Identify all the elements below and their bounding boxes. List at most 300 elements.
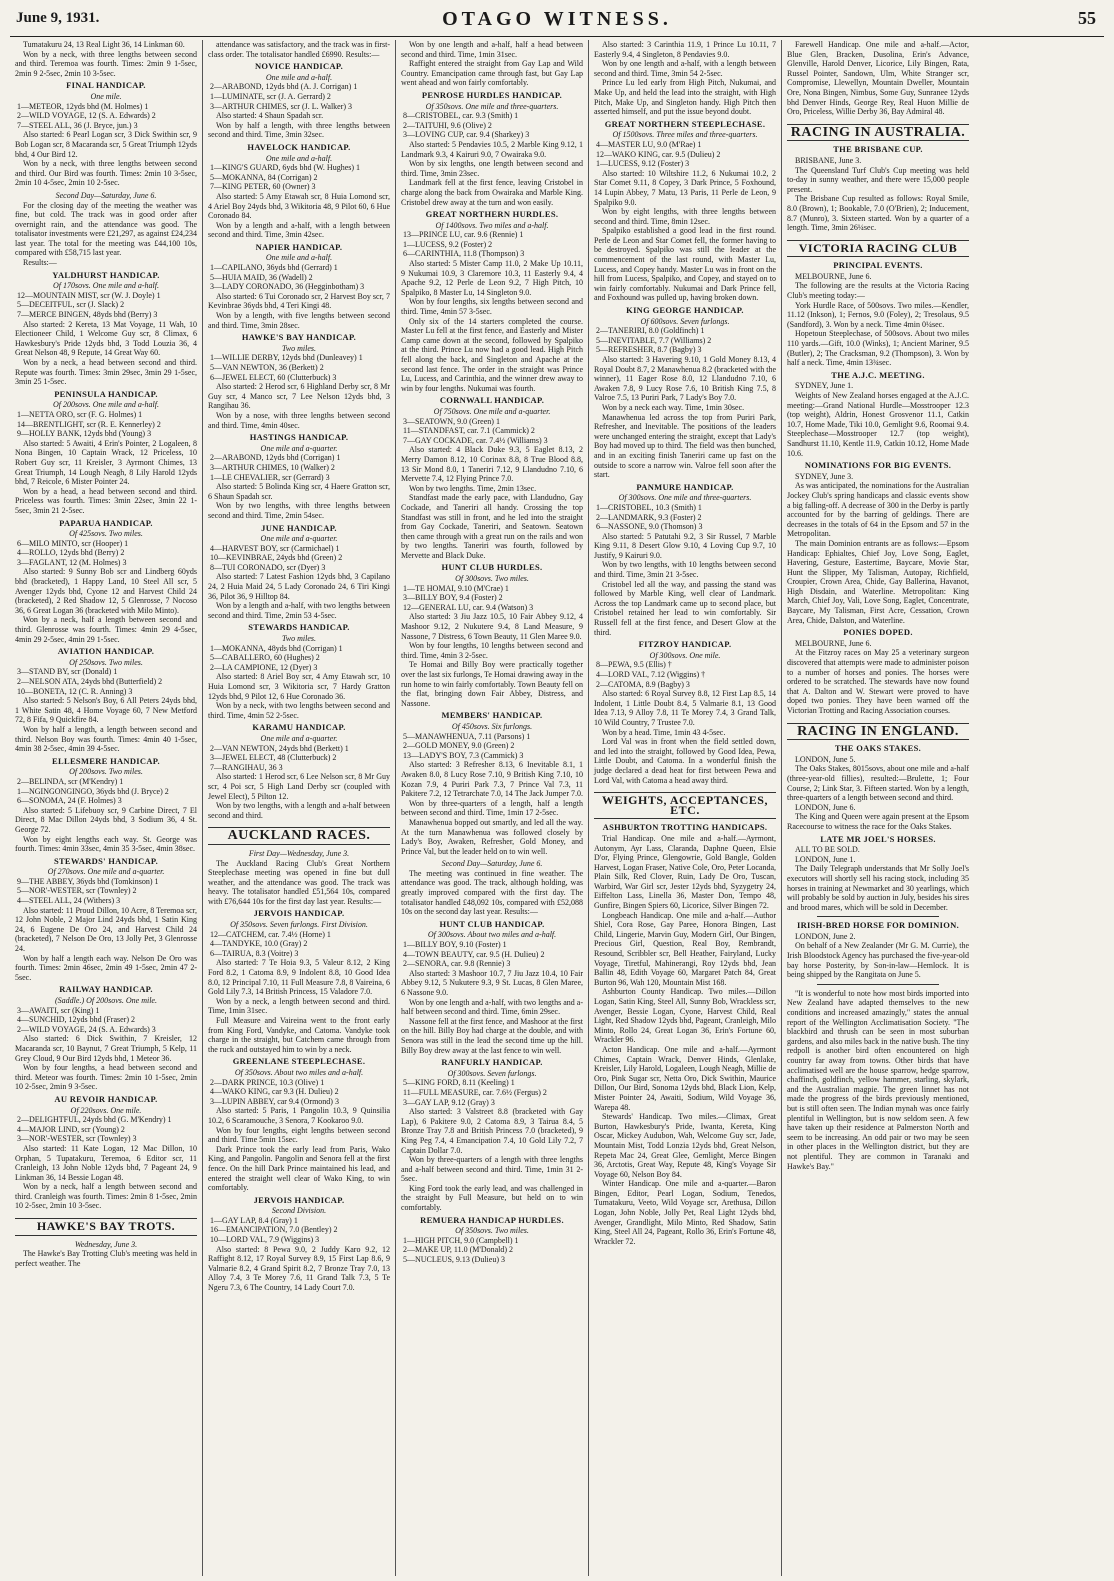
article-paragraph: The King and Queen were again present at the Epsom Racecourse to witness the race for the Oaks Stakes. xyxy=(787,812,969,831)
article-block xyxy=(15,40,197,78)
article-heading: YALDHURST HANDICAP. xyxy=(52,269,160,280)
article-block xyxy=(594,120,776,303)
result-line: 2—SENORA, car. 9.8 (Rennie) 3 xyxy=(403,959,511,969)
result-line: 4—TANDYKE, 10.0 (Gray) 2 xyxy=(210,939,308,949)
article-paragraph: Also started: 4 Shaun Spadah scr. xyxy=(216,111,324,121)
article-paragraph: Also started: 6 Tui Coronado scr, 2 Harvest Boy scr, 7 Kevinbrae 36yds bhd, 4 Teri Kingi 48. xyxy=(208,291,390,311)
result-line: 1—LUMINATE, scr (J. A. Gerrard) 2 xyxy=(210,91,331,101)
result-line: 1—HIGH PITCH, 9.0 (Campbell) 1 xyxy=(403,1235,519,1245)
column-3 xyxy=(396,40,589,1576)
article-paragraph: LONDON, June 1. xyxy=(795,854,856,864)
article-paragraph: Manawhenua bopped out smartly, and led all the way. At the turn Manawhenua was followed closely by Lady's Boy, Awaken, Refresher, Gold Money, and Prince Val, but the leader held on to win well. xyxy=(401,817,583,856)
columns xyxy=(10,40,1104,1576)
article-paragraph: Also started: 5 Paris, 1 Pangolin 10.3, 9 Quinsilia 10.2, 6 Scaramouche, 3 Senora, 7 Kookaroo 9.0. xyxy=(208,1106,390,1125)
article-heading: PENROSE HURDLES HANDICAP. xyxy=(421,89,563,100)
article-block xyxy=(15,1240,197,1269)
issue-date: June 9, 1931. xyxy=(16,10,100,26)
article-paragraph: Won by a nose, with three lengths between second and third. Time, 4min 40sec. xyxy=(208,410,390,430)
article-paragraph: Cristobel led all the way, and passing the stand was followed by Marble King, well clear of Landmark. Across the top Landmark came up to second place, but Cristobel retained her lead to win comfortably. Sir Russell fell at the first fence, and Desert Glow at the third. xyxy=(594,579,776,637)
article-block xyxy=(208,623,390,720)
article-paragraph: Also started: 8 Pewa 9.0, 2 Juddy Karo 9.2, 12 Raffight 8.12, 17 Royal Survey 8.9, 15 First Lap 8.6, 9 Valmarie 8.2, 4 Grand Spirit 8.2, 7 Bronze Tray 7.0, 13 Alloy 7.4, 3 Te Morey 7.6, 11 Grand Talk 7.3, 5 Te Ngeru 7.3, 6 The Country, 14 Lady Court 7.0. xyxy=(208,1244,390,1293)
section-heading: HAWKE'S BAY TROTS. xyxy=(15,1218,197,1236)
result-line: 7—KING PETER, 60 (Owner) 3 xyxy=(210,182,316,192)
article-heading: PAPARUA HANDICAP. xyxy=(59,517,153,528)
result-line: 6—JEWEL ELECT, 60 (Clutterbuck) 3 xyxy=(210,372,337,382)
article-subheading: Wednesday, June 3. xyxy=(74,1239,138,1249)
article-paragraph: Won by four lengths, 10 lengths between second and third. Time, 4min 3 2-5sec. xyxy=(401,641,583,660)
result-line: 1—CAPILANO, 36yds bhd (Gerrard) 1 xyxy=(210,263,338,273)
article-paragraph: Landmark fell at the first fence, leaving Cristobel in charge along the back from Owairaka and Marble King. Cristobel drew away at the turn and won easily. xyxy=(401,178,583,207)
article-subheading: Of 200sovs. Two miles. xyxy=(69,767,143,777)
article-block xyxy=(594,823,776,1246)
result-line: 7—STEEL ALL, 36 (J. Bryce, jun.) 3 xyxy=(17,120,138,130)
result-line: 3—ARTHUR CHIMES, scr (J. L. Walker) 3 xyxy=(210,101,353,111)
result-line: 9—THE ABBEY, 36yds bhd (Tomkinson) 1 xyxy=(17,876,159,886)
article-paragraph: The Hawke's Bay Trotting Club's meeting was held in perfect weather. The xyxy=(15,1249,197,1268)
result-line: 3—ARTHUR CHIMES, 10 (Walker) 2 xyxy=(210,462,335,472)
result-line: 14—BRENTLIGHT, scr (R. E. Kennerley) 2 xyxy=(17,419,161,429)
article-block xyxy=(208,1057,390,1192)
article-subheading: Second Day—Saturday, June 6. xyxy=(55,190,157,200)
article-paragraph: The main Dominion entrants are as follows:—Epsom Handicap: Ephialtes, Chief Joy, Love Song, Eaglet, Havering, Gesture, Eastertime, Baycare, Movie Star, Hunt the Slipper, My Talisman, Autopay, Richfield, Croupier, Crown Area, Chide, Gay Ballerina, Havanot, High Disdain, and Waterline. Metropolitan: King March, Chief Joy, Vali, Love Song, Eaglet, Concentrate, Baycare, My Talisman, First Acre, Cessation, Crown Area, Chide, Dalston, and Waterline. xyxy=(787,538,969,625)
result-line: 16—EMANCIPATION, 7.0 (Bentley) 2 xyxy=(210,1225,338,1235)
section-heading: VICTORIA RACING CLUB xyxy=(787,240,969,258)
result-line: 2—DARK PRINCE, 10.3 (Olive) 1 xyxy=(210,1077,325,1087)
article-paragraph: The Daily Telegraph understands that Mr Solly Joel's executors will shortly sell his racing stock, including 35 horses in training at Newmarket and 30 yearlings, which will probably be sold by auction in July, besides his sires and brood mares, which will be sold in December. xyxy=(787,864,969,912)
article-heading: ELLESMERE HANDICAP. xyxy=(52,755,160,766)
article-subheading: Of 300sovs. One mile and three-quarters. xyxy=(618,493,752,503)
article-paragraph: Won by a neck, a head between second and third. Repute was fourth. Times: 3min 29sec, 3min 29 1-5sec, 3min 25 1-5sec. xyxy=(15,358,197,387)
result-line: 3—BILLY BOY, 9.4 (Foster) 2 xyxy=(403,593,503,603)
article-block xyxy=(15,757,197,854)
result-line: 12—GENERAL LU, car. 9.4 (Watson) 3 xyxy=(403,602,534,612)
result-line: 5—MANAWHENUA, 7.11 (Parsons) 1 xyxy=(403,731,531,741)
article-paragraph: Winter Handicap. One mile and a-quarter.—Baron Bingen, Editor, Pearl Logan, Sodium, Tenedos, Tumatakuru, Veeto, Wild Voyage scr, Arethusa, Dillon Logan, John Noble, Jolly Pet, Real Light 12yds bhd, Avenger, Grandlight, Milo Minto, Red Shadow, Satin King, Steel All 24, Pageant, Rollo 36, Erin's Fortune 48, Wrackler 72. xyxy=(594,1179,776,1246)
result-line: 11—FULL MEASURE, car. 7.6½ (Fergus) 2 xyxy=(403,1087,547,1097)
article-paragraph: Also started: 11 Proud Dillon, 10 Acre, 8 Teremoa scr, 12 John Noble, 2 Major Lind 24yds bhd, 1 Satin King 24, 6 Eugene De Oro 24, and Harvest Child 24 (bracketed), 7 Nelson De Oro, 13 Jolly Pet, 3 Glenrosse 24. xyxy=(15,905,197,954)
article-heading: NOMINATIONS FOR BIG EVENTS. xyxy=(804,460,952,471)
article-paragraph: Won by four lengths, six lengths between second and third. Time, 4min 57 3-5sec. xyxy=(401,297,583,317)
article-heading: HASTINGS HANDICAP. xyxy=(249,432,349,443)
article-paragraph: Won by a neck, with two lengths between second and third. Time, 4min 52 2-5sec. xyxy=(208,701,390,720)
article-paragraph: Won by eight lengths, with three lengths between second and third. Time, 8min 12sec. xyxy=(594,207,776,226)
result-line: 1—GAY LAP, 8.4 (Gray) 1 xyxy=(210,1215,298,1225)
article-paragraph: Also started: 5 Lifebuoy scr, 9 Carbine Direct, 7 El Direct, 8 Mac Dillon 24yds bhd, 3 Sodium 36, 4 St. George 72. xyxy=(15,805,197,834)
article-subheading: Second Day—Saturday, June 6. xyxy=(441,859,543,869)
article-paragraph: Nassone fell at the first fence, and Mashoor at the first on the hill. Billy Boy had charge at the double, and with Senora was still in the lead the second time up the hill. Billy Boy drew away at the last fence to win well. xyxy=(401,1016,583,1055)
result-line: 4—MASTER LU, 9.0 (M'Rae) 1 xyxy=(596,139,702,149)
article-heading: THE A.J.C. MEETING. xyxy=(831,369,925,380)
article-heading: THE OAKS STAKES. xyxy=(834,743,922,754)
section-heading: AUCKLAND RACES. xyxy=(208,827,390,845)
result-line: 6—TAIRUA, 8.3 (Voitre) 3 xyxy=(210,948,299,958)
article-block xyxy=(15,191,197,268)
result-line: 3—NOR'-WESTER, scr (Townley) 3 xyxy=(17,1134,137,1144)
article-paragraph: Also started: 8 Ariel Boy scr, 4 Amy Etawah scr, 10 Huia Lomond scr, 3 Wikitoria scr, 7 Hardy Gratton 12yds bhd, 9 Pilot 12, 6 Hue Coronado 36. xyxy=(208,672,390,701)
article-paragraph: Also started: 1 Herod scr, 6 Lee Nelson scr, 8 Mr Guy scr, 4 Poi scr, 5 High Land Derby scr (coupled with Jewel Elect), 5 Pilton 12. xyxy=(208,772,390,801)
result-line: 5—HUIA MAID, 36 (Wadell) 2 xyxy=(210,272,313,282)
article-subheading: Of 350sovs. Seven furlongs. First Division. xyxy=(230,920,368,930)
divider-rule xyxy=(817,916,939,917)
article-heading: STEWARDS' HANDICAP. xyxy=(53,855,159,866)
article-paragraph: Won by half a length each way. Nelson De Oro was fourth. Times: 2min 46sec, 2min 49 1-5sec, 2min 47 2-5sec. xyxy=(15,953,197,982)
result-line: 5—KING FORD, 8.11 (Keeling) 1 xyxy=(403,1078,515,1088)
result-line: 2—LA CAMPIONE, 12 (Dyer) 3 xyxy=(210,662,318,672)
article-block xyxy=(15,81,197,188)
result-line: 5—VAN NEWTON, 36 (Berkett) 2 xyxy=(210,363,324,372)
article-paragraph: Also started: 3 Refresher 8.13, 6 Inevitable 8.1, 1 Awaken 8.0, 8 Lucy Rose 7.10, 9 British King 7.10, 10 Kozan 7.9, 4 Puriri Park 7.3, 7 Prince Val 7.3, 11 Pakitere 7.2, 12 Tetrarchate 7.0, 14 The Jack Jumper 7.0. xyxy=(401,760,583,799)
result-line: 4—MAJOR LIND, scr (Young) 2 xyxy=(17,1124,125,1134)
article-heading: GREAT NORTHERN HURDLES. xyxy=(425,209,559,220)
article-block xyxy=(15,647,197,754)
article-paragraph: York Hurdle Race, of 500sovs. Two miles.—Kendler, 11.12 (Inkson), 1; Fernos, 9.0 (Foley), 2; Tresolaus, 9.5 (Sandford), 3. Won by a neck. Time 4min 0¼sec. xyxy=(787,300,969,329)
result-line: 1—METEOR, 12yds bhd (M. Holmes) 1 xyxy=(17,101,149,111)
result-line: 5—REFRESHER, 8.7 (Bagby) 3 xyxy=(596,345,702,355)
article-subheading: Of 350sovs. About two miles and a-half. xyxy=(234,1067,364,1077)
article-subheading: One mile and a-half. xyxy=(265,153,333,163)
newspaper-title: OTAGO WITNESS. xyxy=(442,8,672,30)
article-block xyxy=(208,243,390,330)
article-paragraph: Won by two lengths, with 10 lengths between second and third. Time, 3min 21 3-5sec. xyxy=(594,560,776,580)
article-subheading: Of 270sovs. One mile and a-quarter. xyxy=(47,867,165,877)
article-block xyxy=(401,40,583,88)
column-1 xyxy=(10,40,203,1576)
article-subheading: Of 300sovs. Seven furlongs. xyxy=(447,1068,537,1078)
article-heading: JUNE HANDICAP. xyxy=(261,522,337,533)
article-heading: GREENLANE STEEPLECHASE. xyxy=(232,1056,366,1067)
article-paragraph: Also started: 5 Pendavies 10.5, 2 Marble King 9.12, 1 Landmark 9.3, 4 Kairuri 9.0, 7 Owairaka 9.0. xyxy=(401,139,583,159)
article-paragraph: Hopetoun Steeplechase, of 500sovs. About two miles 110 yards.—Gift, 10.0 (Winks), 1; Ancient Mariner, 9.5 (Butler), 2; The Cracksman, 9.2 (Thompson), 3. Won by half a neck. Time, 4min 13¾sec. xyxy=(787,329,969,368)
article-block xyxy=(401,210,583,393)
article-paragraph: Also started: 2 Kereta, 13 Mat Voyage, 11 Wah, 10 Electioneer Child, 1 Welcome Guy scr, 8 Climax, 6 Hawkesbury's Pride 12yds bhd, 3 Todd Louzia 36, 4 Great Nelson 48, 9 Repute, 14 Great Way 60. xyxy=(15,319,197,358)
result-line: 2—VAN NEWTON, 24yds bhd (Berkett) 1 xyxy=(210,743,349,753)
result-line: 9—HOLLY BANK, 12yds bhd (Young) 3 xyxy=(17,429,152,439)
article-subheading: Two miles. xyxy=(281,634,317,644)
article-heading: KARAMU HANDICAP. xyxy=(252,722,346,733)
result-line: 10—LORD VAL, 7.9 (Wiggins) 3 xyxy=(210,1235,320,1245)
article-heading: GREAT NORTHERN STEEPLECHASE. xyxy=(604,118,766,129)
article-paragraph: ALL TO BE SOLD. xyxy=(795,845,860,855)
article-block xyxy=(208,333,390,430)
article-paragraph: Tumatakuru 24, 13 Real Light 36, 14 Linkman 60. xyxy=(23,40,185,49)
article-paragraph: Won by four lengths, a head between second and third. Meteor was fourth. Times: 2min 10 1-5sec, 2min 10 2-5sec, 2min 9 3-5sec. xyxy=(15,1063,197,1092)
result-line: 7—GAY COCKADE, car. 7.4½ (Williams) 3 xyxy=(403,435,548,445)
article-paragraph: Also started: 11 Kate Logan, 12 Mac Dillon, 10 Orphan, 5 Tupatakuru, Teremoa, 6 Editor scr, 11 Cranleigh, 13 John Noble 12yds bhd, 7 Pageant 24, 9 Linkman 36, 14 Bessie Logan 48. xyxy=(15,1143,197,1182)
article-heading: STEWARDS HANDICAP. xyxy=(248,622,350,633)
section-heading: WEIGHTS, ACCEPTANCES, ETC. xyxy=(594,792,776,819)
result-line: 2—DELIGHTFUL, 24yds bhd (G. M'Kendry) 1 xyxy=(17,1115,172,1125)
article-paragraph: Won by a neck, a length between second and third. Time, 1min 31sec. xyxy=(208,996,390,1016)
article-block xyxy=(787,835,969,913)
section-heading: RACING IN ENGLAND. xyxy=(787,723,969,741)
article-heading: MEMBERS' HANDICAP. xyxy=(441,710,543,721)
article-heading: HUNT CLUB HANDICAP. xyxy=(439,918,545,929)
column-4 xyxy=(589,40,782,1576)
article-subheading: Of 600sovs. Seven furlongs. xyxy=(640,316,730,326)
page-number: 55 xyxy=(1078,8,1096,28)
article-paragraph: Won by a head. Time, 1min 43 4-5sec. xyxy=(602,727,726,737)
article-subheading: Of 1500sovs. Three miles and three-quarters. xyxy=(612,130,758,140)
article-subheading: Second Division. xyxy=(271,1206,327,1216)
article-paragraph: At the Fitzroy races on May 25 a veterinary surgeon discovered that attempts were made to administer poison to a number of horses and ponies. The horses were ordered to be scratched. The stewards have now found that A. Dalton and W. Stewart were proved to have doped two ponies. They have been warned off the Victorian Trotting and Racing Association courses. xyxy=(787,648,969,715)
article-block xyxy=(208,62,390,140)
article-paragraph: Only six of the 14 starters completed the course. Master Lu fell at the first fence, and Easterly and Mister Camp came down at the second, followed by Spalpiko at the third. Prince Lu now had a good lead. High Pitch fell along the back, and Singleton and Apache at the second last fence. The order in the straight was Prince Lu, Lucess, and Carinthia, and the winner drew away to win by four lengths. Nukumai was fourth. xyxy=(401,316,583,393)
article-block xyxy=(401,920,583,1055)
article-paragraph: On behalf of a New Zealander (Mr G. M. Currie), the Irish Bloodstock Agency has purchased the five-year-old bay horse Posterity, by Son-in-law—Hemlock. It is being shipped by the Rangitata on June 5. xyxy=(787,941,970,980)
article-subheading: One mile and a-quarter. xyxy=(260,733,338,743)
article-paragraph: Also started: 5 Awaiti, 4 Erin's Pointer, 2 Logaleen, 8 Nona Bingen, 10 Captain Wrack, 12 Priceless, 10 Robert Guy scr, 11 Kreisler, 3 Ayrmont Chimes, 13 Great Triumph, 14 Lough Neagh, 8 Lily Harold 12yds bhd, 7 Reicole, 6 Mister Pointer 24. xyxy=(15,438,197,487)
article-paragraph: The Auckland Racing Club's Great Northern Steeplechase meeting was opened in fine but dull weather, and the attendance was good. The track was heavy. The totalisator handled £51,564 10s, compared with £76,644 10s for the first day last year. Results:— xyxy=(208,858,390,906)
article-paragraph: Also started: 3 Carinthia 11.9, 1 Prince Lu 10.11, 7 Easterly 9.4, 4 Singleton, 8 Pendavies 9.0. xyxy=(594,40,776,59)
article-paragraph: Full Measure and Vaireina went to the front early from King Ford, Vandyke, and Catoma. Vandyke took charge in the straight, but Catchem came through from the ruck and outstayed him to win by a neck. xyxy=(208,1016,390,1054)
article-paragraph: Won by one length and a-half, with a length between second and third. Time, 3min 54 2-5sec. xyxy=(594,59,776,78)
article-paragraph: Spalpiko established a good lead in the first round. Perle de Leon and Star Comet fell, the former having to be destroyed. Spalpiko was still the leader at the commencement of the last round, with Master Lu, Lucess, and Copey handy. Master Lu was in front on the hill from Lucess, Spalpiko, and Copey, and stayed on to win fairly comfortably. Nukumai and Dark Prince fell, and Foxhound was pulled up, having broken down. xyxy=(594,226,776,303)
article-paragraph: Also started: 3 Havering 9.10, 1 Gold Money 8.13, 4 Royal Doubt 8.7, 2 Manawhenua 8.2 (bracketed with the winner), 11 Eager Rose 8.0, 12 Llandudno 7.10, 6 Awaken 7.8, 9 Lucy Rose 7.6, 10 British King 7.5, 8 Valroe 7.5, 13 Puriri Park, 7 Lady's Boy 7.0. xyxy=(594,355,776,403)
article-paragraph: Won by three-quarters of a length with three lengths and a-half between second and third. Time, 1min 31 2-5sec. xyxy=(401,1155,583,1184)
article-heading: AVIATION HANDICAP. xyxy=(57,646,155,657)
article-subheading: Two miles. xyxy=(281,343,317,353)
article-paragraph: Won by a neck, half a length between second and third. Glenrosse was fourth. Times: 4min 29 4-5sec, 4min 29 2-5sec, 4min 29 1-5sec. xyxy=(15,615,197,644)
article-heading: FITZROY HANDICAP. xyxy=(638,639,732,650)
article-block xyxy=(787,989,969,1171)
result-line: 4—HARVEST BOY, scr (Carmichael) 1 xyxy=(210,543,340,553)
article-block xyxy=(787,744,969,831)
article-paragraph: Won by two lengths, with three lengths between second and third. Time, 2min 54sec. xyxy=(208,501,390,520)
article-block xyxy=(208,143,390,240)
article-paragraph: Raffight entered the straight from Gay Lap and Wild Country. Emancipation came through fast, but Gay Lap went ahead and won fairly comfortably. xyxy=(401,59,583,88)
article-subheading: One mile and a-half. xyxy=(265,253,333,263)
result-line: 6—SONOMA, 24 (F. Holmes) 3 xyxy=(17,796,122,806)
result-line: 2—CATOMA, 8.9 (Bagby) 3 xyxy=(596,679,690,689)
result-line: 4—ROLLO, 12yds bhd (Berry) 2 xyxy=(17,548,125,558)
article-paragraph: Also started: 3 Valstreet 8.8 (bracketed with Gay Lap), 6 Pakitere 9.0, 2 Catoma 8.9, 3 Tairua 8.4, 5 Bronze Tray 7.8 and British Princess 7.0 (bracketed), 9 King Peg 7.4, 4 Emancipation 7.4, 10 Gold Lily 7.2, 7 Captain Dollar 7.0. xyxy=(401,1107,583,1155)
article-paragraph: Won by four lengths, eight lengths between second and third. Time 5min 15sec. xyxy=(208,1125,390,1145)
article-heading: AU REVOIR HANDICAP. xyxy=(54,1093,158,1104)
article-paragraph: Won by a length and a-half, with a length between second and third. Time, 3min 42sec. xyxy=(208,220,390,240)
article-block xyxy=(15,985,197,1092)
article-paragraph: Won by a head, a head between second and third. Priceless was fourth. Times: 3min 22sec, 3min 22 1-5sec, 3min 21 2-5sec. xyxy=(15,486,197,515)
article-paragraph: Won by a neck, with three lengths between second and third. Teremoa was fourth. Times: 2min 9 1-5sec, 2min 9 2-5sec, 2min 10 3-5sec. xyxy=(15,49,197,78)
article-block xyxy=(401,396,583,560)
article-heading: LATE MR JOEL'S HORSES. xyxy=(820,833,936,844)
article-heading: ASHBURTON TROTTING HANDICAPS. xyxy=(602,822,768,833)
article-paragraph: MELBOURNE, June 6. xyxy=(795,638,872,648)
article-block xyxy=(401,859,583,917)
article-heading: JERVOIS HANDICAP. xyxy=(253,1194,345,1205)
result-line: 12—WAKO KING, car. 9.5 (Dulieu) 2 xyxy=(596,149,721,159)
article-paragraph: Prince Lu led early from High Pitch, Nukumai, and Make Up, and held the lead into the straight, with High Pitch, Make Up, and Singleton handy. High Pitch then asserted himself, and put the issue beyond doubt. xyxy=(594,78,776,117)
article-paragraph: Won by eight lengths each way. St. George was fourth. Times: 4min 33sec, 4min 35 3-5sec, 4min 38sec. xyxy=(15,834,197,854)
article-paragraph: Won by a neck each way. Time, 1min 30sec. xyxy=(602,402,745,412)
article-heading: REMUERA HANDICAP HURDLES. xyxy=(420,1214,564,1225)
result-line: 2—GOLD MONEY, 9.0 (Green) 2 xyxy=(403,741,515,751)
divider-rule xyxy=(817,984,939,985)
article-subheading: Of 450sovs. Six furlongs. xyxy=(451,721,533,731)
article-paragraph: The meeting was continued in fine weather. The attendance was good. The track, although holding, was greatly improved compared with the first day. The totalisator handled £48,092 10s, compared with £52,088 10s on the second day last year. Results:— xyxy=(401,868,583,917)
article-block xyxy=(208,40,390,59)
result-line: 8—PEWA, 9.5 (Ellis) † xyxy=(596,660,672,670)
article-heading: HUNT CLUB HURDLES. xyxy=(441,562,543,573)
result-line: 4—STEEL ALL, 24 (Withers) 3 xyxy=(17,896,121,906)
result-line: 3—JEWEL ELECT, 48 (Clutterbuck) 2 xyxy=(210,753,337,763)
result-line: 6—NASSONE, 9.0 (Thomson) 3 xyxy=(596,522,703,532)
article-paragraph: Standfast made the early pace, with Llandudno, Gay Cockade, and Taneriri all handy. Crossing the top Standfast was still in front, and he led into the straight from Gay Cockade, Taneriri, and Seatown. Seatown then came through with a great run on the rails and won by two lengths. Taneriri was fourth, followed by Mervette and Black Duke. xyxy=(401,493,583,560)
result-line: 2—TAITUHI, 9.6 (Olive) 2 xyxy=(403,120,492,130)
article-paragraph: King Ford took the early lead, and was challenged in the straight by Full Measure, but held on to win comfortably. xyxy=(401,1183,583,1213)
article-paragraph: The following are the results at the Victoria Racing Club's meeting today:— xyxy=(787,281,969,301)
result-line: 2—WILD VOYAGE, 12 (S. A. Edwards) 2 xyxy=(17,111,156,121)
result-line: 5—INEVITABLE, 7.7 (Williams) 2 xyxy=(596,335,712,345)
result-line: 7—RANGIHAU, 36 3 xyxy=(210,762,283,772)
article-paragraph: Also started: 5 Patutahi 9.2, 3 Sir Russel, 7 Marble King 9.11, 8 Desert Glow 9.10, 4 Loving Cup 9.7, 10 Justify, 9 Kairuri 9.0. xyxy=(594,531,776,560)
article-heading: THE BRISBANE CUP. xyxy=(833,144,923,155)
result-line: 13—PRINCE LU, car. 9.6 (Rennie) 1 xyxy=(403,230,524,240)
article-block xyxy=(208,524,390,621)
article-subheading: Of 220sovs. One mile. xyxy=(70,1105,142,1115)
article-paragraph: Also started: 3 Mashoor 10.7, 7 Jiu Jazz 10.4, 10 Fair Abbey 9.12, 5 Nukutere 9.3, 9 St. Lucas, 8 Glen Maree, 6 Nassone 9.0. xyxy=(401,968,583,997)
article-paragraph: The Queensland Turf Club's Cup meeting was held to-day in sunny weather, and there were 15,000 people present. xyxy=(787,165,969,194)
article-paragraph: Results:— xyxy=(23,258,57,268)
article-subheading: One mile and a-quarter. xyxy=(260,443,338,453)
result-line: 5—NOR'-WESTER, scr (Townley) 2 xyxy=(17,886,137,896)
article-block xyxy=(208,849,390,907)
article-subheading: Of 750sovs. One mile and a-quarter. xyxy=(433,406,551,416)
result-line: 1—BILLY BOY, 9.10 (Foster) 1 xyxy=(403,940,507,950)
article-block xyxy=(787,261,969,368)
article-paragraph: Farewell Handicap. One mile and a-half.—Actor, Blue Glen, Bracken, Dusolina, Erin's Advance, Glenville, Harold Denver, Licorice, Lily Bingen, Rata, Russel Pointer, Sandown, Ulm, White Stranger scr, Compromise, Llewellyn, Mountain Dweller, Mountain Ore, Nona Bingen, Nimbus, Some Guy, Sunranee 12yds bhd Denver Hinds, George Rey, Real Huon Millie de Oro, Priceless, Willie Derby 36, Bay Admiral 48. xyxy=(787,40,969,117)
result-line: 3—LADY CORONADO, 36 (Hegginbotham) 3 xyxy=(210,282,365,292)
article-block xyxy=(787,628,969,715)
article-paragraph: The Oaks Stakes, 8015sovs, about one mile and a-half (three-year-old fillies), resulted:—Brulette, 1; Four Course, 2; Link Star, 3. Fifteen started. Won by a length, three-quarters of a length between second and third. xyxy=(787,764,969,803)
result-line: 4—LORD VAL, 7.12 (Wiggins) † xyxy=(596,670,706,679)
article-paragraph: Also started: 6 Pearl Logan scr, 3 Dick Swithin scr, 9 Bob Logan scr, 8 Macaranda scr, 5 Great Triumph 12yds bhd, 4 Our Bird 12. xyxy=(15,130,197,159)
article-heading: NAPIER HANDICAP. xyxy=(255,241,343,252)
result-line: 2—NELSON ATA, 24yds bhd (Butterfield) 2 xyxy=(17,677,163,686)
article-paragraph: LONDON, June 2. xyxy=(795,931,856,941)
article-block xyxy=(787,921,969,980)
article-paragraph: Also started: 5 Bolinda King scr, 4 Haere Gratton scr, 6 Shaun Spadah scr. xyxy=(208,482,390,501)
article-paragraph: For the closing day of the meeting the weather was fine, but cold. The track was in good order after overnight rain, and the attendance was good. The totalisator investments were £21,297, as against £24,234 last year. The total for the meeting was £44,100 10s, compared with £58,715 last year. xyxy=(15,200,197,258)
article-paragraph: Manawhenua led across the top from Puriri Park, Refresher, and Inevitable. The positions of the leaders were unchanged entering the straight, except that Lady's Boy had moved up to third. The field was then bunched, and in an exciting finish Taneriri came up fast on the outside to score a narrow win. Valroe fell soon after the start. xyxy=(594,412,776,480)
article-paragraph: Won by half a length, with three lengths between second and third. Time, 3min 32sec. xyxy=(208,120,390,140)
column-2 xyxy=(203,40,396,1576)
result-line: 8—CRISTOBEL, car. 9.3 (Smith) 1 xyxy=(403,111,519,121)
article-block xyxy=(401,563,583,708)
article-paragraph: Won by one length and a-half, with two lengths and a-half between second and third. Time, 6min 29sec. xyxy=(401,997,583,1017)
result-line: 1—NGINGONGINGO, 36yds bhd (J. Bryce) 2 xyxy=(17,786,169,796)
result-line: 3—LUPIN ABBEY, car 9.4 (Ormond) 3 xyxy=(210,1096,339,1106)
article-heading: PRINCIPAL EVENTS. xyxy=(833,260,923,271)
article-paragraph: Won by a neck, half a length between second and third. Cranleigh was fourth. Times: 2min 8 1-5sec, 2min 10 2-5sec, 2min 10 3-5sec. xyxy=(15,1182,197,1211)
result-line: 3—GAY LAP, 9.12 (Gray) 3 xyxy=(403,1097,495,1107)
article-block xyxy=(401,1216,583,1265)
article-paragraph: Won by half a length, a length between second and third. Nelson Boy was fourth. Times: 4min 40 1-5sec, 4min 38 2-5sec, 4min 39 4-5sec. xyxy=(15,724,197,754)
article-heading: CORNWALL HANDICAP. xyxy=(439,395,545,406)
article-subheading: Of 350sovs. Two miles. xyxy=(455,1226,529,1236)
article-paragraph: Dark Prince took the early lead from Paris, Wako King, and Pangolin. Pangolin and Senora fell at the first fence. On the hill Dark Prince maintained his lead, and entered the straight well clear of Wako King, to win comfortably. xyxy=(208,1144,390,1193)
article-subheading: First Day—Wednesday, June 3. xyxy=(248,848,350,858)
article-paragraph: Also started: 6 Dick Swithin, 7 Kreisler, 12 Macaranda scr, 10 Baynut, 7 Great Triumph, 5 Kelp, 11 Grey Cloud, 9 Our Bird 12yds bhd, 1 Meteor 36. xyxy=(15,1034,197,1063)
article-subheading: Of 300sovs. One mile. xyxy=(649,650,721,660)
article-heading: PENINSULA HANDICAP. xyxy=(54,388,158,399)
result-line: 2—ARABOND, 12yds bhd (Corrigan) 1 xyxy=(210,453,341,463)
article-paragraph: SYDNEY, June 3. xyxy=(795,471,854,481)
article-heading: RANFURLY HANDICAP. xyxy=(441,1057,543,1068)
result-line: 3—LOVING CUP, car. 9.4 (Sharkey) 3 xyxy=(403,130,530,140)
column-5 xyxy=(782,40,974,1576)
article-paragraph: Also started: 10 Wiltshire 11.2, 6 Nukumai 10.2, 2 Star Comet 9.11, 8 Copey, 3 Dark Prince, 5 Foxhound, 14 Lupin Abbey, 7 Matu, 13 Paris, 11 Perle de Leon, 9 Spalpiko 9.0. xyxy=(594,168,776,207)
result-line: 2—TANERIRI, 8.0 (Goldfinch) 1 xyxy=(596,326,705,336)
article-paragraph: Acton Handicap. One mile and a-half.—Ayrmont Chimes, Captain Wrack, Denver Hinds, Glenlake, Kreisler, Lily Harold, Logaleen, Lough Neagh, Millie de Oro, Pink Sugar scr, Netta Oro, Dick Swithin, Maurice Dillon, Our Bird, Sonoma 12yds bhd, Black Lion, Kelp, Mister Pointer 24, Awaiti, Sodium, Wild Voyage 36, Warepa 48. xyxy=(594,1044,776,1112)
article-paragraph: Won by three-quarters of a length, half a length between second and third. Time, 1min 17 2-5sec. xyxy=(401,798,583,818)
result-line: 10—KEVINBRAE, 24yds bhd (Green) 2 xyxy=(210,553,343,563)
article-heading: NOVICE HANDICAP. xyxy=(254,61,344,72)
article-block xyxy=(15,519,197,645)
article-paragraph: BRISBANE, June 3. xyxy=(795,155,862,165)
article-paragraph: The Brisbane Cup resulted as follows: Royal Smile, 8.0 (Brown), 1; Bookable, 7.0 (O'Brien), 2; Inducement, 8.7 (Munro), 3. Sixteen started. Won by a quarter of a length. Time, 3min 26¼sec. xyxy=(787,194,969,233)
article-block xyxy=(594,40,776,117)
result-line: 5—MOKANNA, 84 (Corrigan) 2 xyxy=(210,172,318,182)
article-paragraph: Trial Handicap. One mile and a-half.—Ayrmont, Autonym, Ayr Lass, Claranda, Daphne Queen, Elsie D'or, Flying Prince, Glengowrie, Gold Bangle, Golden Harvest, Logan Fraser, Native Cole, Oro, Peter Locanda, Plain Silk, Red Clover, Ruin, Lady De Oro, Tuscan, Warbird, War Girl scr, Jester 12yds bhd, Syzygetry 24, Eiffelton Lass, Linella 36, Master Don, Tempo 48, Gunfire, Bingen Spiers 60, Licorice, Silver Bingen 72. xyxy=(594,833,776,911)
article-block xyxy=(15,857,197,983)
article-subheading: Of 300sovs. Two miles. xyxy=(455,574,529,584)
result-line: 6—MILO MINTO, scr (Hooper) 1 xyxy=(17,538,129,548)
article-block xyxy=(15,1095,197,1211)
article-paragraph: LONDON, June 6. xyxy=(795,802,856,812)
result-line: 1—MOKANNA, 48yds bhd (Corrigan) 1 xyxy=(210,643,343,653)
result-line: 4—SUNCHID, 12yds bhd (Fraser) 2 xyxy=(17,1015,135,1025)
result-line: 2—LANDMARK, 9.3 (Foster) 2 xyxy=(596,512,702,522)
result-line: 1—KING'S GUARD, 6yds bhd (W. Hughes) 1 xyxy=(210,163,361,173)
article-paragraph: Also started: 5 Nelson's Boy, 6 All Peters 24yds bhd, 1 White Satin 48, 4 Home Voyage 60, 7 New Metford 72, 8 Fifa, 9 Quickfire 84. xyxy=(15,696,197,725)
result-line: 3—FAGLANT, 12 (M. Holmes) 3 xyxy=(17,557,127,567)
article-block xyxy=(594,483,776,638)
article-paragraph: Also started: 3 Jiu Jazz 10.5, 10 Fair Abbey 9.12, 4 Mashoor 9.12, 2 Nukutere 9.4, 8 Land Measure, 9 Nassone, 7 Distress, 6 Town Beauty, 11 Glen Maree 9.0. xyxy=(401,612,583,641)
article-block xyxy=(594,306,776,480)
article-paragraph: Stewards' Handicap. Two miles.—Climax, Great Burton, Hawkesbury's Pride, Iwanta, Kereta, King Oscar, Mickey Audubon, Wah, Welcome Guy scr, Jade, Mountain Mist, Todd Lonzia 12yds bhd, Great Nelson, Repeta Mac 24, Great Glee, Gemlight, Merce Bingen 36, Arctotis, Great Way, Repute 48, King's Voyage Sir Voyage 60, Nelson Boy 84. xyxy=(594,1112,776,1179)
article-paragraph: Also started: 2 Herod scr, 6 Highland Derby scr, 8 Mr Guy scr, 4 Manco scr, 7 Lee Nelson 12yds bhd, 3 Rangihau 36. xyxy=(208,382,390,411)
article-paragraph: Won by six lengths, one length between second and third. Time, 3min 23sec. xyxy=(401,159,583,178)
article-subheading: Of 425sovs. Two miles. xyxy=(69,529,143,539)
article-paragraph: Won by one length and a-half, half a head between second and third. Time, 1min 31sec. xyxy=(401,40,583,59)
article-paragraph: Also started: 5 Amy Etawah scr, 8 Huia Lomond scr, 4 Ariel Boy 24yds bhd, 3 Wikitoria 48, 9 Pilot 60, 6 Hue Coronado 84. xyxy=(208,191,390,221)
article-heading: JERVOIS HANDICAP. xyxy=(253,908,345,919)
masthead xyxy=(10,6,1104,37)
article-heading: HAWKE'S BAY HANDICAP. xyxy=(241,332,357,343)
section-heading: RACING IN AUSTRALIA. xyxy=(787,124,969,142)
article-block xyxy=(787,371,969,458)
result-line: 1—WILLIE DERBY, 12yds bhd (Dunleavey) 1 xyxy=(210,353,363,363)
result-line: 8—TUI CORONADO, scr (Dyer) 3 xyxy=(210,562,326,572)
article-subheading: Of 300sovs. About two miles and a-half. xyxy=(427,930,557,940)
result-line: 2—ARABOND, 12yds bhd (A. J. Corrigan) 1 xyxy=(210,82,358,92)
result-line: 3—SEATOWN, 9.0 (Green) 1 xyxy=(403,416,500,426)
article-heading: PANMURE HANDICAP. xyxy=(636,481,734,492)
article-paragraph: Also started: 4 Black Duke 9.3, 5 Eaglet 8.13, 2 Merry Damon 8.12, 10 Corinax 8.8, 8 True Blood 8.8, 13 Sir Mond 8.0, 1 Taneriri 7.12, 9 Llandudno 7.10, 6 Mervette 7.4, 12 Flying Prince 7.0. xyxy=(401,445,583,484)
article-paragraph: Lord Val was in front when the field settled down, and led into the straight, followed by Good Idea, Pewa, Little Doubt, and Catoma. In a wonderful finish the judge declared a dead heat for first between Pewa and Lord Val, with Catoma a head away third. xyxy=(594,737,776,785)
article-paragraph: Won by a length and a-half, with two lengths between second and third. Time, 2min 53 4-5sec. xyxy=(208,601,390,620)
article-paragraph: Also started: 5 Mister Camp 11.0, 2 Make Up 10.11, 9 Nukumai 10.9, 3 Claremore 10.3, 11 Easterly 9.4, 4 Apache 9.2, 12 Perle de Leon 9.2, 7 High Pitch, 10 Spalpiko, 8 Master Lu, 14 Singleton 9.0. xyxy=(401,259,583,297)
article-paragraph: LONDON, June 5. xyxy=(795,754,856,764)
result-line: 6—CARINTHIA, 11.8 (Thompson) 3 xyxy=(403,249,525,259)
result-line: 10—BONETA, 12 (C. R. Anning) 3 xyxy=(17,686,133,696)
article-subheading: Of 170sovs. One mile and a-half. xyxy=(53,281,159,291)
result-line: 1—TE HOMAI, 9.10 (M'Crae) 1 xyxy=(403,583,509,593)
result-line: 5—CABALLERO, 60 (Hughes) 2 xyxy=(210,653,320,663)
article-block xyxy=(787,145,969,232)
article-block xyxy=(208,1196,390,1293)
article-paragraph: Ashburton County Handicap. Two miles.—Dillon Logan, Satin King, Steel All, Sunny Bob, Wrackless scr, Avenger, Bessie Logan, Cyone, Harvest Child, Real Light, Red Shadow 12yds bhd, Pageant, Cranleigh, Milo Minto, Rollo 24, Great Logan 36, Erin's Fortune 60, Wrackler 96. xyxy=(594,987,776,1045)
